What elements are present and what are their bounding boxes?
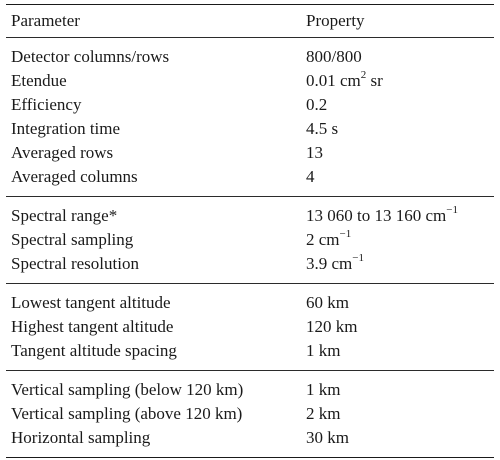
header-parameter: Parameter [11, 11, 80, 30]
parameter-cell: Tangent altitude spacing [11, 341, 177, 360]
parameter-cell: Horizontal sampling [11, 428, 151, 447]
header-property: Property [306, 11, 365, 30]
value-cell: 4.5 s [306, 119, 339, 138]
table-row [6, 252, 494, 276]
value-cell [306, 71, 494, 91]
table-header [6, 5, 494, 37]
table-row [6, 117, 494, 141]
value-superscript: −1 [352, 252, 364, 265]
section-sampling [6, 371, 494, 457]
value-cell: 800/800 [306, 47, 362, 66]
value-main: 2 cm [306, 230, 340, 249]
table-row [6, 378, 494, 402]
value-superscript: 2 [360, 69, 367, 82]
value-main: 0.01 cm [306, 71, 361, 90]
value-after: sr [366, 71, 383, 90]
value-cell [306, 254, 494, 274]
table-row [6, 315, 494, 339]
table-row [6, 165, 494, 189]
table-row [6, 141, 494, 165]
bottom-rule [6, 457, 494, 458]
table-row [6, 426, 494, 450]
section-detector [6, 38, 494, 196]
value-cell: 1 km [306, 380, 341, 399]
parameter-cell: Efficiency [11, 95, 82, 114]
value-cell: 2 km [306, 404, 341, 423]
value-main: 13 060 to 13 160 cm [306, 206, 447, 225]
table-row [6, 93, 494, 117]
table-row [6, 402, 494, 426]
value-cell: 120 km [306, 317, 358, 336]
parameter-cell: Spectral resolution [11, 254, 139, 273]
value-cell: 60 km [306, 293, 349, 312]
value-main: 3.9 cm [306, 254, 353, 273]
parameter-cell: Etendue [11, 71, 67, 90]
parameter-cell: Averaged columns [11, 167, 138, 186]
parameter-table [6, 4, 494, 458]
parameter-cell: Vertical sampling (above 120 km) [11, 404, 243, 423]
table-row [6, 291, 494, 315]
table-row [6, 339, 494, 363]
parameter-cell: Detector columns/rows [11, 47, 170, 66]
parameter-cell: Highest tangent altitude [11, 317, 174, 336]
parameter-cell: Spectral range* [11, 206, 118, 225]
value-superscript: −1 [446, 204, 458, 217]
value-cell: 4 [306, 167, 315, 186]
table-row [6, 228, 494, 252]
parameter-cell: Lowest tangent altitude [11, 293, 171, 312]
parameter-cell: Vertical sampling (below 120 km) [11, 380, 244, 399]
parameter-cell: Averaged rows [11, 143, 114, 162]
parameter-cell: Spectral sampling [11, 230, 134, 249]
table-row [6, 204, 494, 228]
value-cell: 1 km [306, 341, 341, 360]
section-tangent-altitude [6, 284, 494, 370]
table-row [6, 69, 494, 93]
value-cell [306, 230, 494, 250]
value-cell: 0.2 [306, 95, 328, 114]
section-spectral [6, 197, 494, 283]
parameter-cell: Integration time [11, 119, 121, 138]
table-row [6, 45, 494, 69]
value-superscript: −1 [339, 228, 352, 241]
value-cell: 13 [306, 143, 323, 162]
value-cell: 30 km [306, 428, 349, 447]
value-cell [306, 206, 494, 226]
